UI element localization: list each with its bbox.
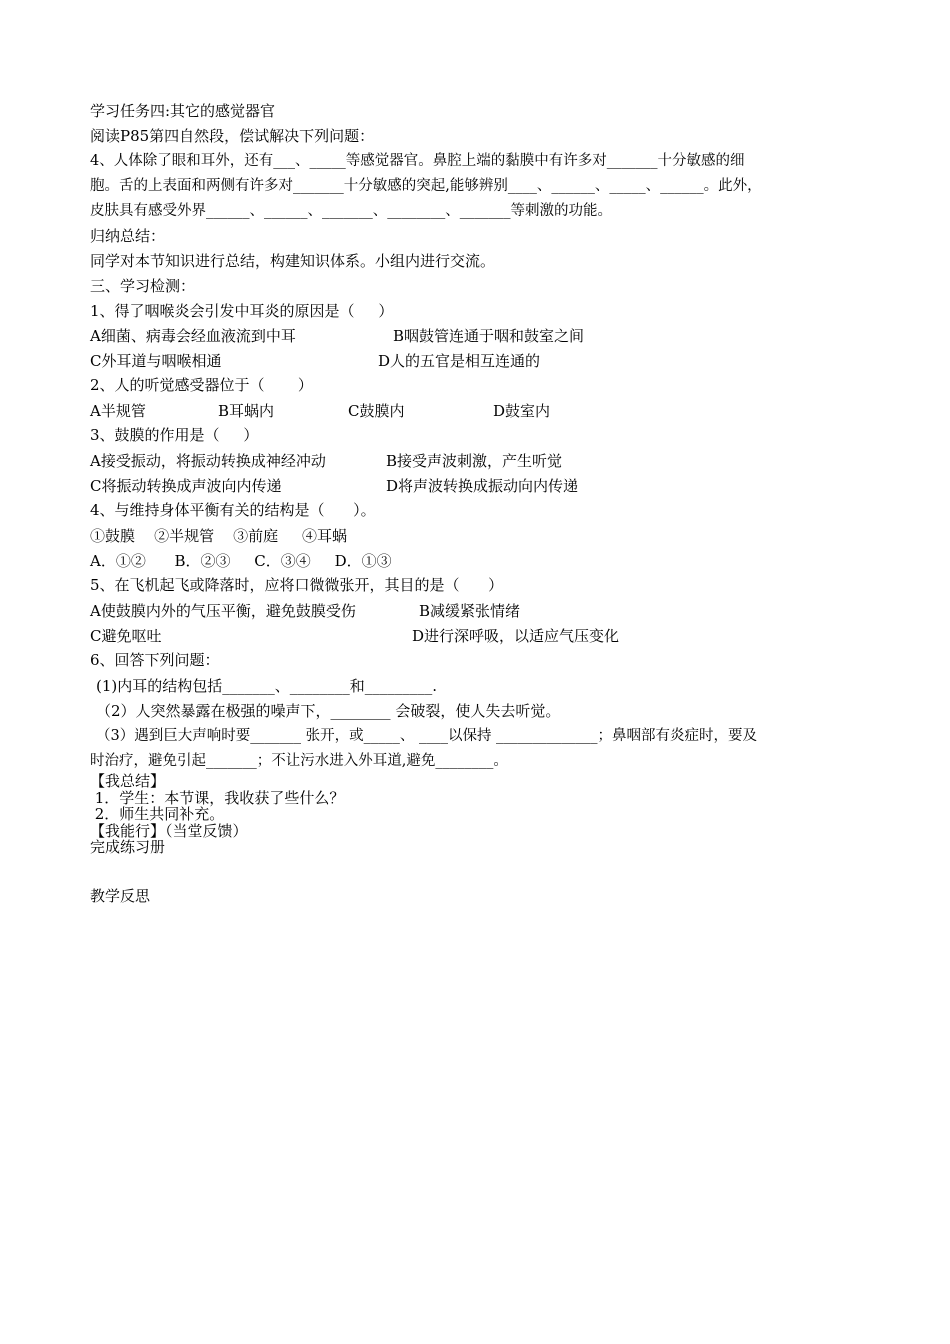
task-title: 学习任务四:其它的感觉器官 [90,102,276,120]
question-5-stem: 5、在飞机起飞或降落时，应将口微微张开，其目的是（ ） [90,576,504,594]
my-summary-heading: 【我总结】 [90,772,166,790]
my-summary-item-1: 1．学生：本节课，我收获了些什么？ [90,789,345,807]
question-2-option-d: D鼓室内 [493,402,551,420]
question-2-option-c: C鼓膜内 [348,402,405,420]
teaching-reflection: 教学反思 [90,887,151,905]
q4-fill-line-3: 皮肤具有感受外界______、______、_______、________、_______等刺激的功能。 [90,203,612,219]
question-2-option-a: A半规管 [90,402,146,420]
question-6-part-3-line-2: 时治疗，避免引起_______；不让污水进入外耳道,避免________。 [90,753,508,769]
question-3-option-a: A接受振动，将振动转换成神经冲动 [90,452,326,470]
question-5-option-a: A使鼓膜内外的气压平衡，避免鼓膜受伤 [90,602,356,620]
question-4-stem: 4、与维持身体平衡有关的结构是（ ）。 [90,501,376,519]
question-3-option-d: D将声波转换成振动向内传递 [386,477,579,495]
question-3-option-c: C将振动转换成声波向内传递 [90,477,282,495]
question-2-option-b: B耳蜗内 [218,402,275,420]
question-3-stem: 3、鼓膜的作用是（ ） [90,426,259,444]
summary-heading: 归纳总结： [90,227,166,245]
question-6-part-2: （2）人突然暴露在极强的噪声下，________ 会破裂，使人失去听觉。 [96,702,561,720]
can-do-heading: 【我能行】（当堂反馈） [90,822,248,840]
summary-text: 同学对本节知识进行总结，构建知识体系。小组内进行交流。 [90,252,496,270]
question-5-option-d: D进行深呼吸，以适应气压变化 [412,627,620,645]
question-3-option-b: B接受声波刺激，产生听觉 [386,452,563,470]
question-4-options: A．①② B．②③ C．③④ D．①③ [90,552,392,570]
q4-fill-line-1: 4、人体除了眼和耳外，还有___、_____等感觉器官。鼻腔上端的黏膜中有许多对_______十分敏感的细 [90,153,745,169]
question-6-stem: 6、回答下列问题： [90,651,220,669]
question-1-option-b: B咽鼓管连通于咽和鼓室之间 [393,327,585,345]
question-1-option-d: D人的五官是相互连通的 [378,352,541,370]
question-1-stem: 1、得了咽喉炎会引发中耳炎的原因是（ ） [90,302,394,320]
question-1-option-c: C外耳道与咽喉相通 [90,352,222,370]
reading-instruction: 阅读P85第四自然段，偿试解决下列问题： [90,127,375,145]
q4-fill-line-2: 胞。舌的上表面和两侧有许多对_______十分敏感的突起,能够辨别____、______、_____、______。此外， [90,178,762,194]
question-6-part-1: (1)内耳的结构包括_______、________和_________. [96,677,438,695]
question-1-option-a: A细菌、病毒会经血液流到中耳 [90,327,296,345]
question-2-stem: 2、人的听觉感受器位于（ ） [90,376,313,394]
question-6-part-3-line-1: （3）遇到巨大声响时要_______ 张开，或_____、 ____以保持 ______________；鼻咽部有炎症时，要及 [96,728,758,744]
question-4-items: ①鼓膜 ②半规管 ③前庭 ④耳蜗 [90,527,347,545]
my-summary-item-2: 2．师生共同补充。 [90,805,225,823]
question-5-option-b: B减缓紧张情绪 [419,602,521,620]
test-heading: 三、学习检测： [90,277,196,295]
question-5-option-c: C避免呕吐 [90,627,162,645]
complete-workbook: 完成练习册 [90,838,166,856]
